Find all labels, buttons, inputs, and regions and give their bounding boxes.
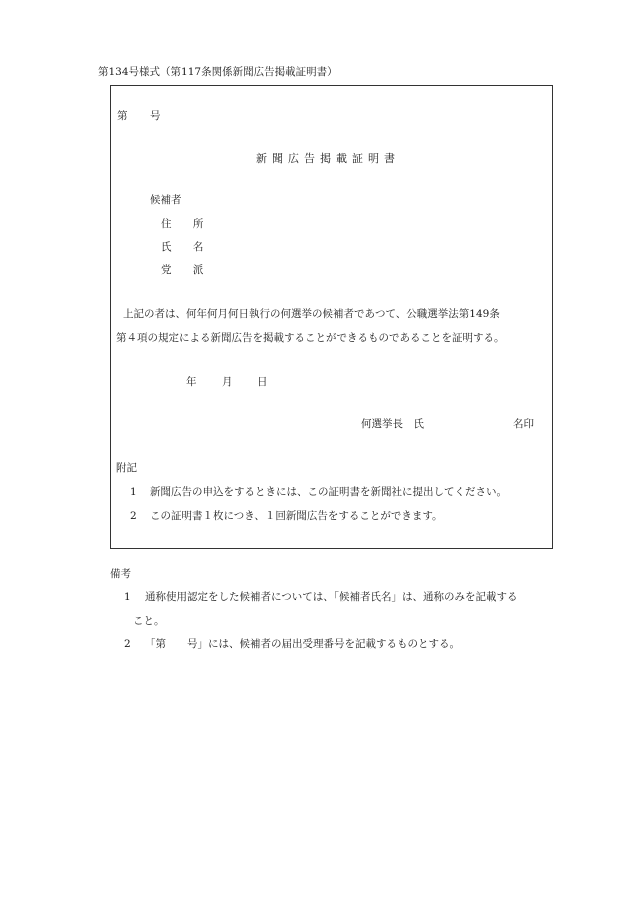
candidate-label: 候補者: [150, 194, 182, 206]
address-label: 住 所: [161, 218, 213, 230]
form-number-heading: 第134号様式（第117条関係新聞広告掲載証明書）: [98, 66, 338, 78]
election-officer-label: 何選挙長 氏: [361, 418, 424, 430]
name-label: 氏 名: [161, 241, 213, 253]
note-1-text-line-2: こと。: [133, 615, 165, 627]
date-year-label: 年: [186, 376, 197, 388]
party-label: 党 派: [161, 264, 213, 276]
certificate-title: 新聞広告掲載証明書: [256, 152, 400, 165]
note-1-number: 1: [124, 591, 131, 603]
appendix-item-2-number: 2: [130, 510, 137, 522]
certification-text-line-2: 第４項の規定による新聞広告を掲載することができるものであることを証明する。: [116, 332, 505, 344]
date-day-label: 日: [257, 376, 268, 388]
appendix-title: 附記: [116, 462, 137, 474]
seal-label: 名印: [513, 418, 534, 430]
date-month-label: 月: [222, 376, 233, 388]
certificate-number-label-suffix: 号: [150, 110, 161, 122]
note-2-text: 「第 号」には、候補者の届出受理番号を記載するものとする。: [145, 638, 460, 650]
appendix-item-2-text: この証明書１枚につき、１回新聞広告をすることができます。: [150, 510, 443, 522]
note-2-number: 2: [124, 638, 131, 650]
certification-text-line-1: 上記の者は、何年何月何日執行の何選挙の候補者であつて、公職選挙法第149条: [123, 308, 500, 320]
appendix-item-1-number: 1: [130, 486, 137, 498]
notes-title: 備考: [110, 568, 131, 580]
appendix-item-1-text: 新聞広告の申込をするときには、この証明書を新聞社に提出してください。: [150, 486, 507, 498]
note-1-text-line-1: 通称使用認定をした候補者については、「候補者氏名」は、通称のみを記載する: [145, 591, 518, 603]
certificate-number-label-prefix: 第: [117, 110, 128, 122]
